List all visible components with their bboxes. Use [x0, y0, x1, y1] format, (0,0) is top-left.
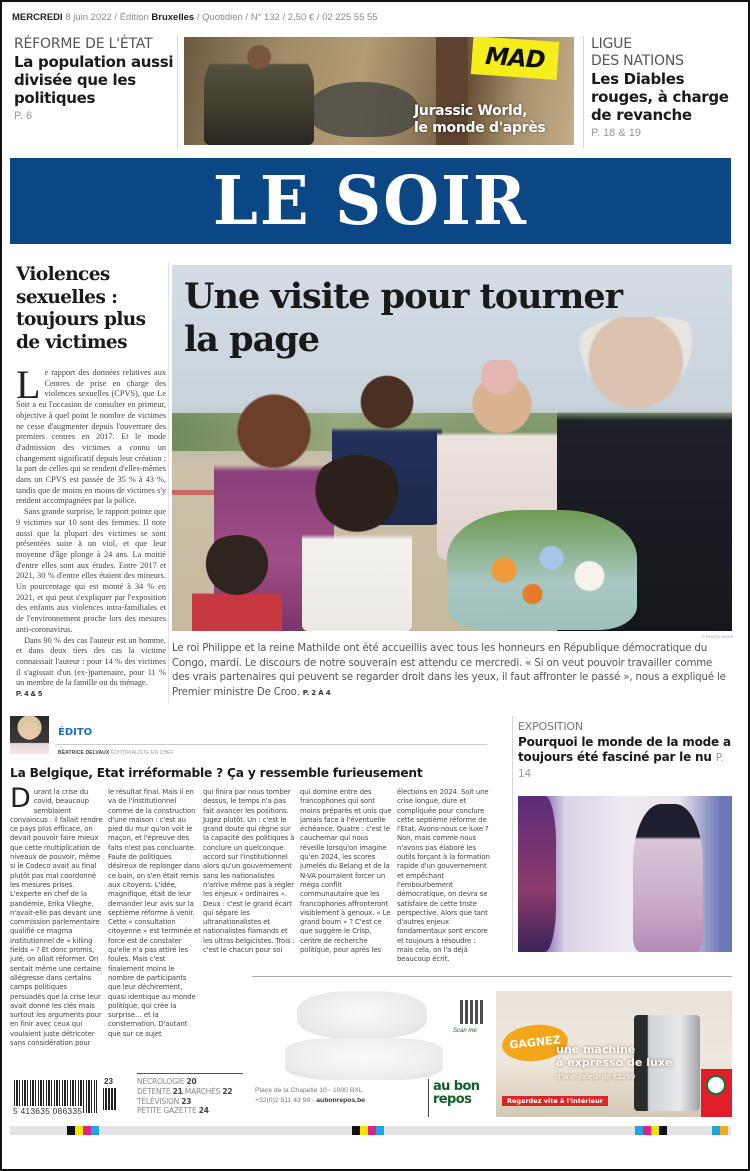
dateline-day: MERCREDI	[12, 12, 63, 23]
paragraph: Sans grande surprise, le rapport pointe que 9 victimes sur 10 sont des femmes. Il note aussi que la plupart des victimes se sont présentées suite à un viol, et que leur moyenne d'âge plonge à 24 ans. La moitié d'entre elles sont aux études. Entre 2017 et 2021, 30 % d'entre elles étaient des mineurs. Un pourcentage qui est monté à 34 % en 2021, et qui peut s'expliquer par l'exposition des enfants aux violences intra-familiales et de l'environnement proche lors des mesures anti-coronavirus.	[16, 507, 166, 634]
phone: +32(0)2 511 43 98 -	[255, 1097, 315, 1104]
swatch-black	[67, 1126, 75, 1135]
author-name: BÉATRICE DELVAUX	[58, 750, 110, 756]
divider	[168, 262, 169, 704]
aubonrepos-logo	[433, 1080, 487, 1106]
qr-code-icon	[460, 1000, 484, 1024]
hero-caption	[172, 642, 732, 700]
side-story-body	[16, 362, 166, 700]
mad-logo: MAD	[471, 37, 559, 80]
teaser-ligue[interactable]	[591, 36, 736, 139]
author-avatar	[10, 716, 49, 754]
page-ref: P. 6	[14, 110, 33, 122]
spar-tree-icon	[706, 1075, 726, 1095]
logo-line2: repos	[433, 1092, 472, 1107]
photo-figure	[518, 796, 556, 952]
hero-headline-line2: la page	[184, 319, 320, 360]
swatch-black	[352, 1126, 360, 1135]
swatch-cyan	[635, 1126, 643, 1135]
swatch-cyan	[91, 1126, 99, 1135]
mad-caption-line1: Jurassic World,	[414, 103, 528, 119]
dropcap: L	[16, 362, 41, 407]
masthead-title: LE SOIR	[212, 161, 529, 241]
duvet-image	[285, 1038, 443, 1080]
divider	[428, 1079, 429, 1117]
divider	[137, 1073, 243, 1074]
ad-line2: à expresso de luxe	[556, 1056, 673, 1069]
dateline	[12, 12, 378, 23]
teaser-title: La population aussi divisée que les politiques	[14, 53, 174, 107]
dateline-rest: / Quotidien / N° 132 / 2,50 € / 02 225 55 55	[196, 12, 378, 23]
barcode-number: 5 413635 086335	[13, 1106, 83, 1116]
photo-child	[302, 455, 412, 631]
swatch-magenta	[83, 1126, 91, 1135]
teaser-mad[interactable]	[184, 37, 574, 145]
gagnez-badge: GAGNEZ	[500, 1022, 569, 1065]
hero-photo[interactable]	[172, 265, 732, 631]
ad-cta-button[interactable]: Regardez vite à l'intérieur	[502, 1096, 608, 1106]
mad-caption	[414, 103, 545, 137]
ad-aubonrepos[interactable]	[255, 983, 487, 1116]
edito-column-3: qui finira par nous tomber dessus, le temps n'a pas fait avancer les positions. Jugez plutôt. Un : c'est le grand doute qui règne sur la capacité des politiques à conclure un quelconque accord sur l'institutionnel alors qu'un gouvernement sans les nationalistes n'arrive même pas à régler les enjeux « ordinaires ». Deux : c'est le grand écart qui sépare les ultranationalistes et nationalistes flamands et les ultras belgicistes. Trois : c'est le chacun pour soi	[203, 788, 295, 955]
mad-caption-line2: le monde d'après	[414, 120, 546, 136]
ad-spar-contest[interactable]	[496, 991, 732, 1117]
ad-headline	[556, 1043, 672, 1084]
edito-title[interactable]: La Belgique, Etat irréformable ? Ça y ressemble furieusement	[10, 766, 423, 780]
ad-line1: une machine	[556, 1043, 636, 1056]
edito-column-4: qui domine entre des francophones qui sont moins préparés et unis que jamais face à l'éventuelle échéance. Quatre : c'est le cauchemar qui nous réveille lorsqu'on imagine qu'en 2024, les scores jumelés du Belang et de la N-VA pourraient forcer un méga conflit communautaire que les francophones affronteront visiblement à genoux. « Le grand boum » ? C'est ce que suggère le Crisp, centre de recherche politique, pour après les	[300, 788, 392, 955]
teaser-kicker: RÉFORME DE L'ÉTAT	[14, 36, 153, 52]
swatch-cyan	[376, 1126, 384, 1135]
swatch-cyan	[712, 1126, 720, 1135]
issue-code: 23	[104, 1077, 113, 1086]
teaser-title: Les Diables rouges, à charge de revanche	[591, 70, 729, 124]
expo-title-text: Pourquoi le monde de la mode a toujours été fasciné par le nu	[518, 735, 731, 764]
website: aubonrepos.be	[316, 1097, 365, 1104]
index-item[interactable]: PETITE GAZETTE 24	[137, 1106, 209, 1116]
addon-barcode	[103, 1088, 117, 1110]
scan-me-label: Scan me	[453, 1028, 477, 1034]
swatch-magenta	[368, 1126, 376, 1135]
page-ref: P. 4 & 5	[16, 689, 43, 699]
side-story-title[interactable]: Violences sexuelles : toujours plus de victimes	[16, 264, 146, 353]
divider	[252, 976, 732, 977]
hero-headline-line1: Une visite pour tourner	[184, 276, 623, 317]
edito-author	[58, 750, 174, 756]
caption-text: Le roi Philippe et la reine Mathilde ont été accueillis avec tous les honneurs en République démocratique du Congo, mardi. Le discours de notre souverain est attendu ce mercredi. « Si on veut pouvoir travailler comme des vrais partenaires qui peuvent se regarder droit dans les yeux, il faut affronter le passé », nous a expliqué le Premier ministre De Croo.	[172, 643, 726, 698]
dropcap: D	[10, 783, 31, 814]
swatch-yellow	[651, 1126, 659, 1135]
ad-address	[255, 1086, 365, 1106]
photo-credit: © PHOTO NEWS	[702, 634, 734, 639]
teaser-reforme[interactable]	[14, 36, 174, 122]
expo-photo[interactable]	[518, 796, 732, 952]
edito-column-1	[10, 783, 103, 1048]
paragraph: Dans 90 % des cas l'auteur est un homme, et dans deux tiers des cas la victime connaissait l'auteur : pour 14 % des victimes il s'agissait d'un (ex-)partenaire, pour 11 % un membre de la famille ou du ménage.	[16, 635, 166, 688]
pillow-image	[297, 991, 427, 1039]
paragraph: e rapport des données relatives aux Centres de prise en charge des violences sexuelles (CPVS), que Le Soir a eu l'occasion de consulter en primeur, objective à quel point le nombre de victimes ne cesse d'augmenter depuis l'ouverture des premiers centres en 2017. Et le mode d'admission des victimes a connu un changement significatif depuis leur création : la part de celles qui se rendent d'elles-mêmes dans un CPVS est passée de 35 % à 43 %, tandis que de moins en moins de victimes s'y rendent accompagnées par la police.	[16, 368, 166, 506]
print-color-bar	[10, 1126, 731, 1135]
expo-kicker: EXPOSITION	[518, 720, 583, 733]
hero-headline[interactable]	[184, 275, 622, 361]
photo-child	[192, 535, 282, 631]
column-text: urant la crise du covid, beaucoup semblaient convaincus : il fallait rendre ce pays plus efficace, on devait pouvoir faire mieux que cette multiplication de niveaux de pouvoir, même si le Codeco avait au final plutôt pas mal coordonné les mesures prises. L'experte en chef de la pandémie, Erika Vlieghe, n'avait-elle pas devant une commission parlementaire qualifié ce magma institutionnel de « killing fields » ? Et donc promis, juré, on allait réformer. On sentait même une certaine allégresse dans certains camps politiques persuadés que la crise leur avait donné les clés mais surtout les arguments pour en finir avec ceux qui voulaient juste détricoter sans considération pour	[10, 788, 103, 1048]
index-item[interactable]: DÉTENTE 21 MARCHÉS 22	[137, 1086, 233, 1096]
divider	[55, 744, 487, 745]
divider	[177, 36, 178, 148]
swatch-yellow	[75, 1126, 83, 1135]
photo-figure	[633, 804, 703, 952]
teaser-kicker-2: DES NATIONS	[591, 53, 684, 69]
index-item[interactable]: TÉLÉVISION 23	[137, 1096, 192, 1106]
edito-column-2: le résultat final. Mais il en va de l'institutionnel comme de la construction d'une maison : c'est au pied du mur qu'on voit le maçon, et l'épreuve des faits n'est pas concluante. Faute de politiques désireux de replonger dans ce bain, on s'en était remis aux citoyens. L'idée, magnifique, était de leur demander leur avis sur la septième réforme à venir. Cette « consultation citoyenne » est terminée et force est de constater qu'elle n'a pas attiré les foules. Mais c'est finalement moins le nombre de participants que leur déchirement, quasi identique au monde politique, qui crée la surprise… et la consternation. D'autant que sur ce sujet	[108, 788, 201, 1038]
swatch-black	[659, 1126, 667, 1135]
swatch-magenta	[643, 1126, 651, 1135]
logo-line1: au bon	[433, 1079, 480, 1094]
ad-line3: d'une valeur de €1299	[556, 1073, 636, 1081]
page-ref: P. 14	[518, 752, 724, 780]
masthead[interactable]	[10, 158, 731, 244]
photo-bouquet	[447, 510, 637, 630]
photo-dinosaur	[309, 82, 419, 137]
divider	[583, 36, 584, 148]
address-line: Place de la Chapelle 10 - 1000 BXL	[255, 1087, 363, 1094]
swatch-yellow	[360, 1126, 368, 1135]
teaser-kicker-1: LIGUE	[591, 36, 632, 52]
dateline-date: 8 juin 2022 / Édition	[65, 12, 149, 23]
page-ref: P. 18 & 19	[591, 127, 641, 139]
spar-logo	[701, 1069, 732, 1117]
divider	[512, 716, 513, 952]
photo-motorcyclist	[204, 45, 314, 145]
author-role: ÉDITORIALISTE EN CHEF	[110, 750, 174, 756]
swatch-orange	[720, 1126, 728, 1135]
edito-label: ÉDITO	[58, 727, 93, 738]
dateline-edition: Bruxelles	[151, 12, 195, 23]
index-item[interactable]: NÉCROLOGIE 20	[137, 1077, 197, 1086]
expo-title[interactable]	[518, 735, 733, 782]
page-index	[137, 1077, 232, 1116]
edito-column-5: élections en 2024. Soit une crise longue, dure et compliquée pour conclure cette septième réforme de l'Etat. Avons-nous ce luxe ? Non, mais comme nous n'avons pas élaboré les outils forçant à la formation rapide d'un gouvernement et empêchant l'embourbement démocratique, on devra se satisfaire de cette triste perspective. Alors que tant d'autres enjeux fondamentaux sont encore et toujours à résoudre : mais cela, on l'a déjà beaucoup écrit.	[397, 788, 490, 964]
page-ref: P. 2 À 4	[302, 688, 331, 697]
